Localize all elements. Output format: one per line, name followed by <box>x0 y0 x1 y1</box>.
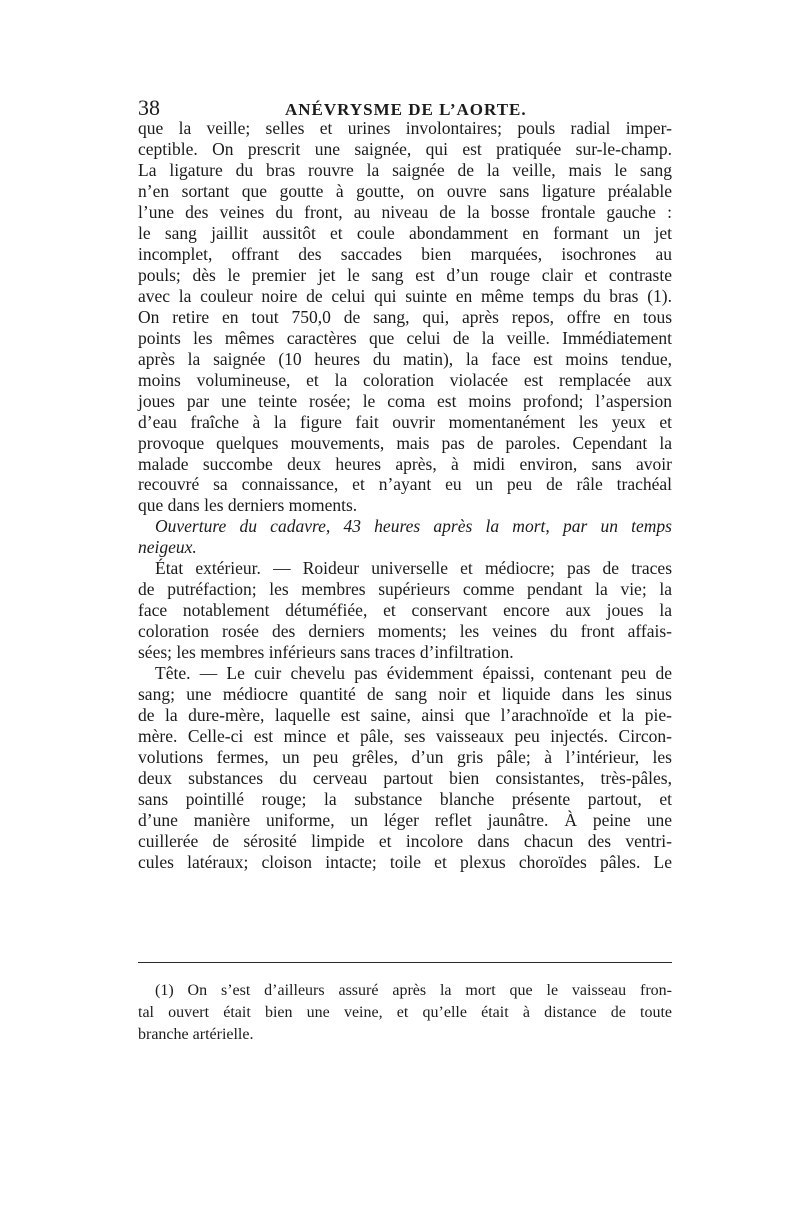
text-line: coloration rosée des derniers moments; les veines du front affais- <box>138 621 672 642</box>
text-line: incomplet, offrant des saccades bien marquées, isochrones au <box>138 243 672 264</box>
text-line: recouvré sa connaissance, et n’ayant eu un peu de râle trachéal <box>138 474 672 495</box>
text-line: État extérieur. — Roideur universelle et médiocre; pas de traces <box>155 558 672 579</box>
text-line: sang; une médiocre quantité de sang noir et liquide dans les sinus <box>138 684 672 705</box>
text-line: que la veille; selles et urines involontaires; pouls radial imper- <box>138 118 672 138</box>
text-line: La ligature du bras rouvre la saignée de la veille, mais le sang <box>138 159 672 180</box>
text-line: l’une des veines du front, au niveau de la bosse frontale gauche : <box>138 201 672 222</box>
text-line: après la saignée (10 heures du matin), la face est moins tendue, <box>138 348 672 369</box>
section-heading: neigeux. <box>138 537 197 558</box>
text-line: volutions fermes, un peu grêles, d’un gris pâle; à l’intérieur, les <box>138 747 672 768</box>
text-line: joues par une teinte rosée; le coma est moins profond; l’aspersion <box>138 390 672 411</box>
text-line: d’une manière uniforme, un léger reflet jaunâtre. À peine une <box>138 809 672 830</box>
text-line: sées; les membres inférieurs sans traces d’infiltration. <box>138 642 514 663</box>
text-line: n’en sortant que goutte à goutte, on ouvre sans ligature préalable <box>138 180 672 201</box>
text-line: cules latéraux; cloison intacte; toile et plexus choroïdes pâles. Le <box>138 851 672 872</box>
text-line: avec la couleur noire de celui qui suinte en même temps du bras (1). <box>138 285 672 306</box>
section-heading: Ouverture du cadavre, 43 heures après la mort, par un temps <box>155 516 672 537</box>
footnote-line: tal ouvert était bien une veine, et qu’elle était à distance de toute <box>138 1004 672 1021</box>
text-line: On retire en tout 750,0 de sang, qui, après repos, offre en tous <box>138 306 672 327</box>
page-number: 38 <box>138 95 160 120</box>
text-line: cuillerée de sérosité limpide et incolore dans chacun des ventri- <box>138 830 672 851</box>
text-line: moins volumineuse, et la coloration violacée est remplacée aux <box>138 369 672 390</box>
text-line: face notablement détuméfiée, et conservant encore aux joues la <box>138 600 672 621</box>
text-line: de putréfaction; les membres supérieurs comme pendant la vie; la <box>138 579 672 600</box>
text-line: Tête. — Le cuir chevelu pas évidemment épaissi, contenant peu de <box>155 663 672 684</box>
text-line: que dans les derniers moments. <box>138 495 358 516</box>
footnote-rule <box>138 962 672 963</box>
text-line: malade succombe deux heures après, à midi environ, sans avoir <box>138 453 672 474</box>
text-line: le sang jaillit aussitôt et coule abondamment en formant un jet <box>138 222 672 243</box>
running-head: ANÉVRYSME DE L’AORTE. <box>285 100 527 119</box>
text-line: deux substances du cerveau partout bien consistantes, très-pâles, <box>138 768 672 789</box>
text-line: ceptible. On prescrit une saignée, qui est pratiquée sur-le-champ. <box>138 138 672 159</box>
text-line: provoque quelques mouvements, mais pas de paroles. Cependant la <box>138 432 672 453</box>
text-line: de la dure-mère, laquelle est saine, ainsi que l’arachnoïde et la pie- <box>138 705 672 726</box>
text-line: sans pointillé rouge; la substance blanche présente partout, et <box>138 789 672 809</box>
footnote-line: (1) On s’est d’ailleurs assuré après la mort que le vaisseau fron- <box>155 982 672 999</box>
text-line: pouls; dès le premier jet le sang est d’un rouge clair et contraste <box>138 264 672 285</box>
footnote <box>138 980 672 1046</box>
text-line: d’eau fraîche à la figure fait ouvrir momentanément les yeux et <box>138 411 672 432</box>
text-line: mère. Celle-ci est mince et pâle, ses vaisseaux peu injectés. Circon- <box>138 726 672 747</box>
body-text <box>138 118 672 873</box>
text-line: points les mêmes caractères que celui de la veille. Immédiatement <box>138 327 672 348</box>
footnote-line: branche artérielle. <box>138 1026 254 1043</box>
